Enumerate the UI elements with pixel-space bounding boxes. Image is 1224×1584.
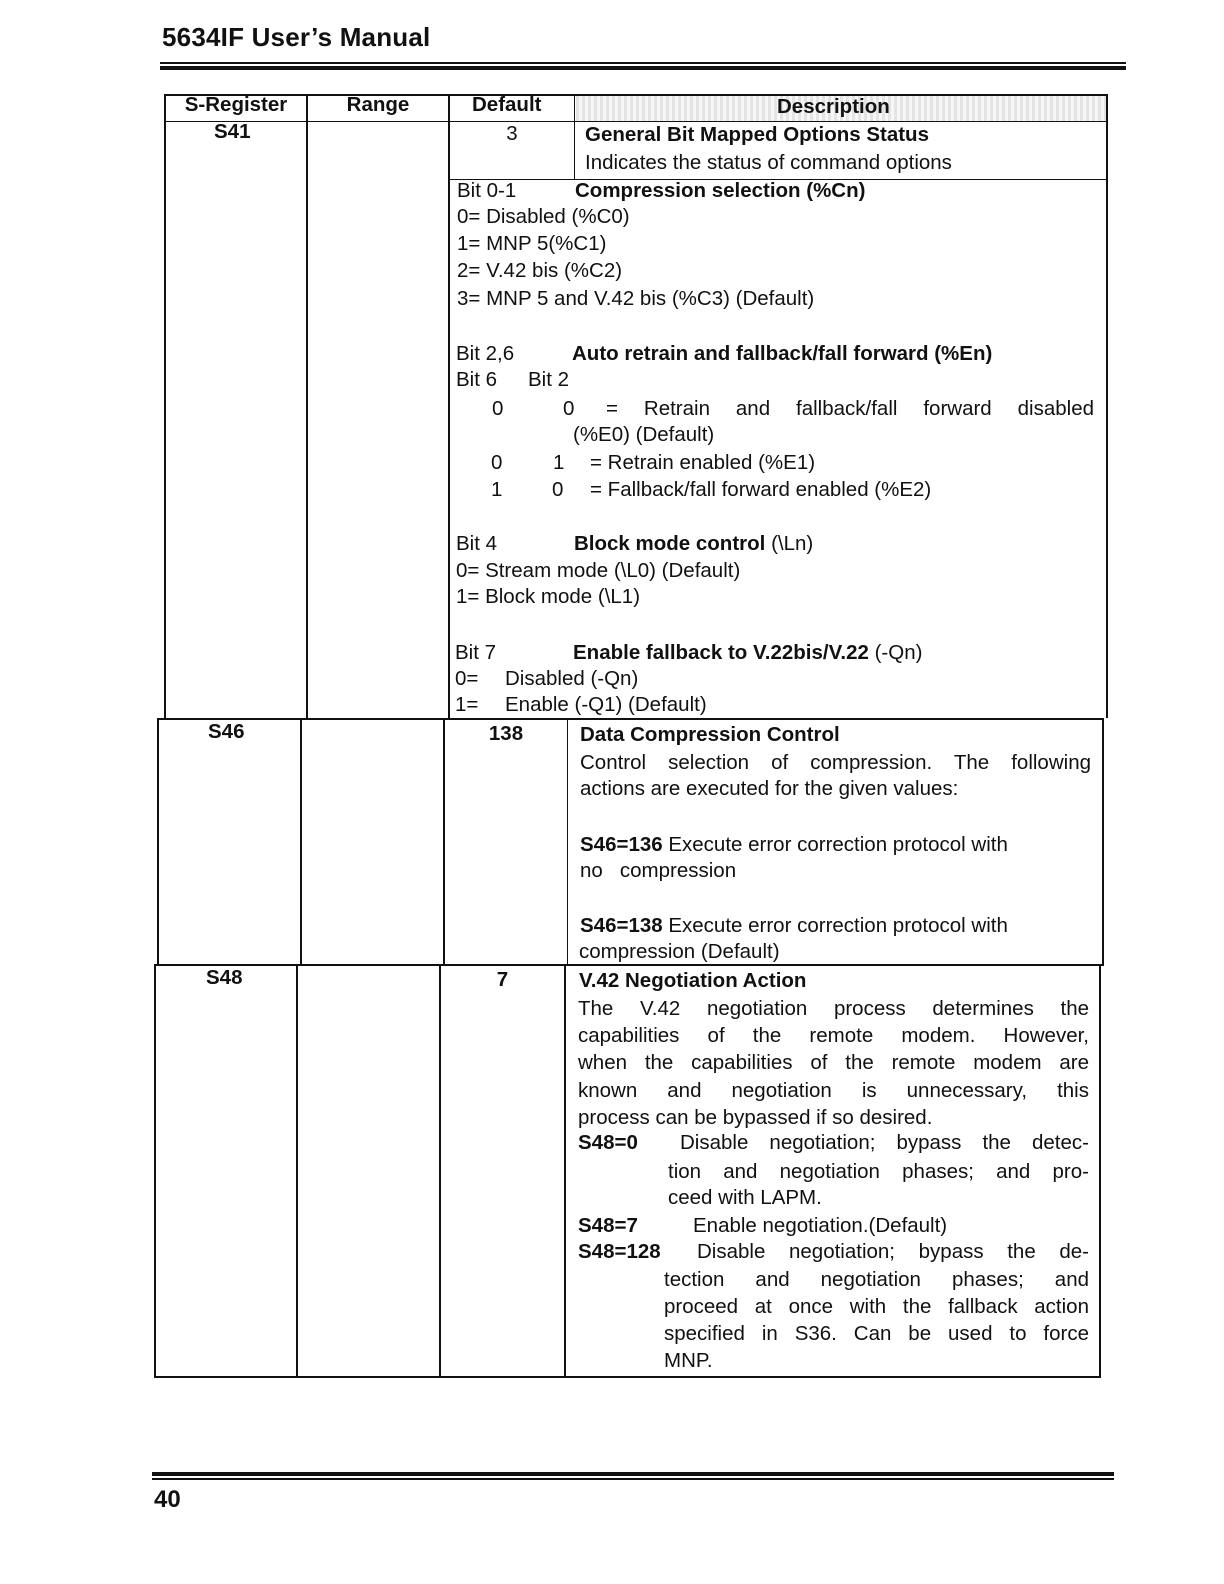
bit7-heading: Enable fallback to V.22bis/V.22	[573, 641, 869, 664]
s48-option-cont: proceed at once with the fallback action	[664, 1295, 1089, 1318]
s48-intro-line: process can be bypassed if so desired.	[578, 1106, 933, 1129]
bit26-row-b6: 0	[492, 397, 504, 420]
col-header-range: Range	[346, 93, 410, 116]
s48-intro-line: capabilities of the remote modem. However,	[578, 1024, 1089, 1047]
desc-col-divider-s48	[564, 965, 566, 1377]
bit26-row-b6: 1	[491, 478, 503, 501]
bit01-option: 1= MNP 5(%C1)	[457, 232, 607, 255]
table-left-border-s46	[157, 718, 159, 966]
header-row-rule	[164, 121, 1108, 122]
bit26-row-b2: 1	[553, 451, 565, 474]
bit7-option-text: Enable (-Q1) (Default)	[505, 693, 707, 716]
s46-option-text: Execute error correction protocol with	[668, 833, 1008, 856]
s48-option-cont: specified in S36. Can be used to force	[664, 1322, 1089, 1345]
s46-option-138-line	[580, 914, 1008, 938]
s46-option-cont: no compression	[580, 859, 737, 882]
col-header-s-register: S-Register	[184, 93, 288, 116]
s46-option-cont: compression (Default)	[579, 940, 780, 963]
s46-option-136-line	[580, 833, 1008, 857]
col-header-default: Default	[472, 93, 542, 116]
s48-option-cont: tection and negotiation phases; and	[664, 1268, 1089, 1291]
bit01-option: 2= V.42 bis (%C2)	[457, 259, 623, 282]
bit26-col-bit2: Bit 2	[528, 368, 570, 391]
s41-register: S41	[214, 120, 251, 143]
col-header-description: Description	[777, 95, 890, 118]
s48-option-cont: ceed with LAPM.	[668, 1186, 822, 1209]
s46-s48-rule	[154, 964, 1102, 966]
s41-title: General Bit Mapped Options Status	[585, 123, 929, 146]
s48-intro-line: The V.42 negotiation process determines the	[578, 997, 1089, 1020]
bit01-option: 0= Disabled (%C0)	[457, 205, 630, 228]
bit01-heading: Compression selection (%Cn)	[575, 179, 866, 202]
bit4-label: Bit 4	[456, 532, 498, 555]
bit26-row-b2: 0	[563, 397, 575, 420]
range-col-divider-s46	[300, 718, 302, 966]
footer-rule-thin	[152, 1478, 1114, 1480]
page-number: 40	[154, 1486, 181, 1513]
s48-register: S48	[206, 966, 243, 989]
s48-option-text: Enable negotiation.(Default)	[693, 1214, 948, 1237]
s48-intro-line: when the capabilities of the remote modem are	[578, 1051, 1089, 1074]
s41-s46-rule	[157, 718, 1104, 720]
bit7-label: Bit 7	[455, 641, 497, 664]
s48-option-cont: MNP.	[664, 1349, 713, 1372]
s48-title: V.42 Negotiation Action	[579, 969, 807, 992]
s48-intro-line: known and negotiation is unnecessary, this	[578, 1079, 1089, 1102]
s46-default: 138	[488, 722, 524, 745]
bit26-row-b6: 0	[491, 451, 503, 474]
bit4-option: 1= Block mode (\L1)	[456, 585, 641, 608]
bit26-row-desc: = Retrain enabled (%E1)	[590, 451, 816, 474]
s46-option-key: S46=136	[580, 833, 663, 856]
s46-intro-line: Control selection of compression. The following	[580, 751, 1091, 774]
s46-option-text: Execute error correction protocol with	[668, 914, 1008, 937]
default-col-divider-s41	[448, 94, 450, 718]
s48-option-text: Disable negotiation; bypass the de-	[697, 1240, 1089, 1263]
bit01-option: 3= MNP 5 and V.42 bis (%C3) (Default)	[457, 287, 815, 310]
default-col-divider-s48	[439, 965, 441, 1377]
bit7-heading-line	[573, 641, 922, 665]
table-right-border-s48	[1099, 965, 1101, 1377]
s46-title: Data Compression Control	[580, 723, 840, 746]
bit7-option-text: Disabled (-Qn)	[505, 667, 639, 690]
bit4-heading-suffix: (\Ln)	[771, 532, 814, 555]
bit26-col-bit6: Bit 6	[456, 368, 498, 391]
table-left-border-s41	[164, 94, 166, 718]
s41-subtitle: Indicates the status of command options	[585, 151, 952, 174]
s48-default: 7	[496, 968, 509, 991]
bit26-heading: Auto retrain and fallback/fall forward (%En)	[572, 342, 993, 365]
default-col-divider-s46	[443, 718, 445, 966]
s41-default: 3	[506, 122, 518, 145]
range-col-divider-s41	[306, 94, 308, 718]
bit4-heading: Block mode control	[574, 532, 766, 555]
bit26-label: Bit 2,6	[456, 342, 515, 365]
bit26-row-desc: = Fallback/fall forward enabled (%E2)	[590, 478, 932, 501]
table-right-border-s46	[1102, 718, 1104, 966]
page-header-title: 5634IF User’s Manual	[162, 22, 431, 52]
table-left-border-s48	[154, 965, 156, 1377]
s48-option-cont: tion and negotiation phases; and pro-	[668, 1160, 1089, 1183]
bit26-row-b2: 0	[552, 478, 564, 501]
s48-option-key: S48=128	[578, 1240, 661, 1263]
s48-option-text: Disable negotiation; bypass the detec-	[680, 1131, 1089, 1154]
s48-option-key: S48=0	[578, 1131, 638, 1154]
header-rule-thick	[160, 66, 1126, 70]
s46-option-key: S46=138	[580, 914, 663, 937]
desc-col-divider-s46	[567, 718, 568, 966]
bit26-row-cont: (%E0) (Default)	[573, 423, 715, 446]
bit26-row-desc: = Retrain and fallback/fall forward disabled	[606, 397, 1094, 420]
s48-option-key: S48=7	[578, 1214, 638, 1237]
bit01-label: Bit 0-1	[457, 179, 517, 202]
range-col-divider-s48	[296, 965, 298, 1377]
desc-col-divider-s41	[574, 94, 575, 180]
bit7-option-num: 0=	[455, 667, 479, 690]
footer-rule-thick	[152, 1472, 1114, 1476]
s46-intro-line: actions are executed for the given values:	[580, 777, 959, 800]
bit7-option-num: 1=	[455, 693, 479, 716]
s46-register: S46	[208, 720, 245, 743]
bit4-heading-line	[574, 532, 813, 556]
table-right-border-s41	[1106, 94, 1108, 718]
bit7-heading-suffix: (-Qn)	[874, 641, 923, 664]
bit4-option: 0= Stream mode (\L0) (Default)	[456, 559, 741, 582]
header-rule-thin	[160, 62, 1126, 64]
